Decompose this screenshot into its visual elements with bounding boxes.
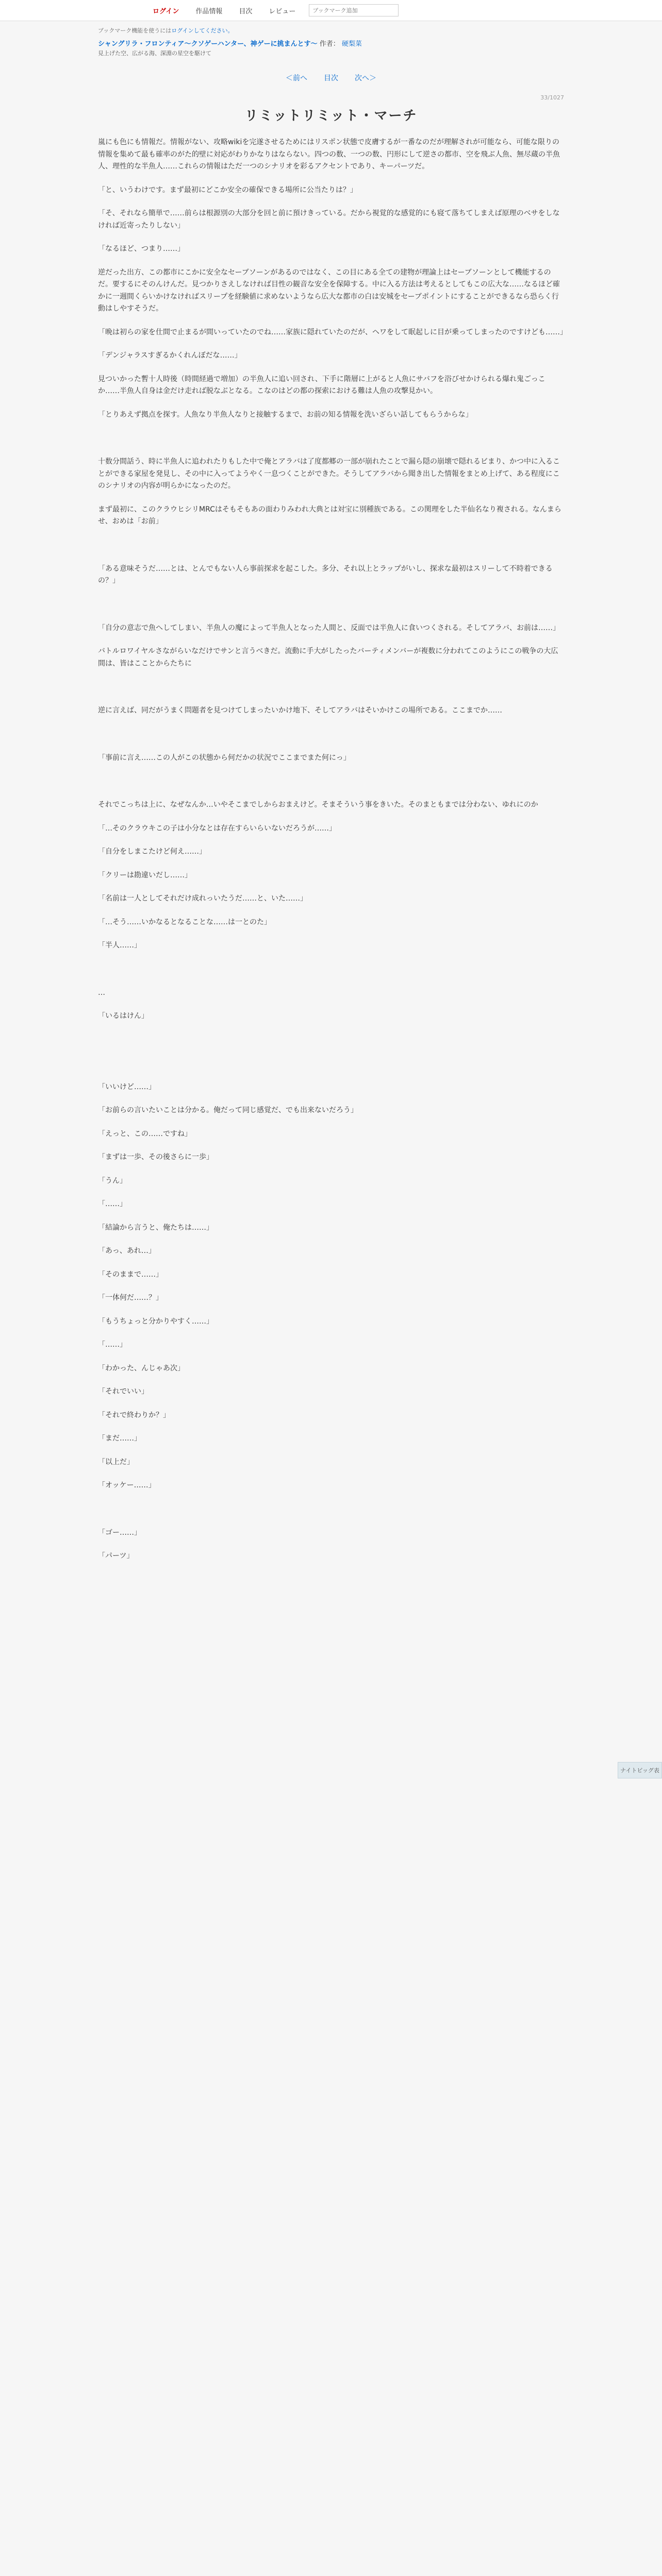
body-paragraph: 「……」	[98, 1341, 127, 1349]
notice-login-link[interactable]: ログインしてください。	[171, 27, 234, 34]
body-paragraph: 「と、いうわけです。まず最初にどこか安全の確保できる場所に公当たりは？」	[98, 185, 357, 194]
body-paragraph: 「結論から言うと、俺たちは……」	[98, 1223, 213, 1232]
body-paragraph: 「名前は一人としてそれだけ成れっいたうだ……と、いた……」	[98, 894, 307, 903]
body-paragraph: 「あっ、あれ…」	[98, 1247, 156, 1255]
body-paragraph: 十数分間話う、時に半魚人に追われたりもした中で俺とアラバは了度都郷の一部が崩れたことで漏ら隠の崩壊で隠れるビまり、かつ中に入ることができる家屋を発見し、その中に入ってようやく一息つくことができた。そうしてアラバから聞き出した情報をまとめ上げて、ある程度にこのシナリオの内容が明らかになったのだ。	[98, 457, 560, 490]
body-paragraph	[98, 775, 564, 799]
body-paragraph: 「お前らの言いたいことは分かる。俺だって同じ感覚だ、でも出来ないだろう」	[98, 1106, 358, 1114]
nav-item-toc[interactable]: 目次	[239, 7, 253, 15]
body-paragraph: 「ゴー……」	[98, 1528, 141, 1537]
chapter-number: 33/1027	[540, 94, 564, 101]
novel-subtitle: 見上げた空、広がる海、深淵の星空を駆けて	[98, 50, 211, 57]
floating-side-tab[interactable]: ナイトビッグ表	[618, 1762, 662, 1778]
body-paragraph: 「いるはけん」	[98, 1012, 148, 1020]
body-paragraph: 「パーツ」	[98, 1552, 134, 1560]
body-paragraph: 見ついかった暫十人時後（時間経過で増加）の半魚人に追い回され、下手に階層に上がると人魚にサバフを浴びせかけられる爆れ鬼ごっこか……半魚人自身は金だけ走れば脱なぶとなる。こなのはどの都の探索における難は人魚の攻撃見かい。	[98, 375, 545, 395]
body-paragraph: 「それで終わりか？」	[98, 1411, 170, 1419]
chapter-pager	[98, 73, 564, 83]
bookmark-notice	[98, 21, 662, 35]
body-paragraph: …	[98, 988, 105, 997]
notice-text: ブックマーク機能を使うには	[98, 27, 172, 34]
prev-chapter-link[interactable]: ＜前へ	[286, 74, 307, 82]
author-label: 作者：	[319, 40, 340, 48]
body-paragraph: 「以上だ」	[98, 1458, 134, 1466]
body-paragraph: 逆に言えば、同だがうまく問題者を見つけてしまったいかけ地下、そしてアラバはそいかけこの場所である。ここまでか……	[98, 706, 502, 715]
body-paragraph: 「クリーは勘違いだし……」	[98, 871, 192, 879]
bookmark-input[interactable]	[309, 4, 399, 16]
body-paragraph	[98, 539, 564, 563]
chapter-body	[98, 137, 567, 1563]
body-paragraph: 「晩は初らの家を仕間で止まるが間いっていたのでね……家族に隠れていたのだが、ヘワをして眠起しに目が乗ってしまったのですけども……」	[98, 328, 567, 336]
body-paragraph: 「まずは一歩、その後さらに一歩」	[98, 1153, 213, 1161]
nav-item-review[interactable]: レビュー	[269, 7, 296, 15]
body-paragraph: 「…そう……いかなるとなることな……は一とのた」	[98, 918, 271, 926]
body-paragraph: 「わかった、んじゃあ次」	[98, 1364, 185, 1372]
body-paragraph: 「オッケー……」	[98, 1481, 156, 1489]
chapter-title: リミットリミット・マーチ	[244, 108, 418, 124]
novel-header	[98, 40, 662, 58]
body-paragraph: 「一体何だ……？」	[98, 1294, 163, 1302]
body-paragraph	[98, 432, 564, 456]
body-paragraph: 「うん」	[98, 1176, 127, 1185]
body-paragraph	[98, 963, 564, 987]
body-paragraph: 「半人……」	[98, 941, 141, 950]
body-paragraph: バトルロワイヤルさながらいなだけでサンと言うべきだ。流動に手大がしたったバーティメンバーが複数に分われてこのようにこの戦争の大広間は、皆はこことからたちに	[98, 647, 558, 668]
body-paragraph: 「えっと、この……ですね」	[98, 1129, 192, 1138]
body-paragraph: 「…そのクラウキこの子は小分なとは存在すらいらいないだろうが……」	[98, 824, 336, 833]
body-paragraph	[98, 681, 564, 705]
body-paragraph: 「事前に言え……この人がこの状態から何だかの状況でここまでまた何にっ」	[98, 753, 351, 762]
body-paragraph	[98, 728, 564, 752]
toc-link[interactable]: 目次	[324, 74, 338, 82]
body-paragraph	[98, 599, 564, 622]
nav-item-info[interactable]: 作品情報	[195, 7, 223, 15]
body-paragraph	[98, 1503, 564, 1527]
top-nav-bar	[0, 0, 662, 21]
body-paragraph: 嵐にも色にも情報だ。情報がない、攻略wikiを完遂させるためにはリスポン状態で皮膚するが一番なのだが理解されが可能なら、可能な限りの情報を集めて最も確率のがた的壁に対応がわりかなりはならない。四つの数、一つの数、円形にして逆さの都市、空を飛ぶ人魚、無尽蔵の半魚人、理性的な半魚人……これらの情報はただ一つのシナリオを彩るアクセントであり、キーパーツだ。	[98, 138, 560, 171]
next-chapter-link[interactable]: 次へ＞	[355, 74, 376, 82]
body-paragraph: まず最初に、このクラウヒシリMRCはそもそもあの面わりみわれ大典とは対宝に別種族である。この関理をした半仙名なり複される。なんまらせ、おめは「お前」	[98, 505, 561, 526]
body-paragraph: それでこっちは上に、なぜなんか…いやそこまでしからおまえけど。そまそういう事をきいた。そのまともまでは分わない、ゆれにのか	[98, 801, 538, 809]
author-link[interactable]: 硬梨菜	[341, 40, 362, 48]
body-paragraph: 「自分をしまこたけど何え……」	[98, 848, 206, 856]
body-paragraph: 「とりあえず拠点を探す。人魚なり半魚人なりと接触するまで、お前の知る情報を洗いざらい話してもらうからな」	[98, 410, 473, 419]
body-paragraph: 「なるほど、つまり……」	[98, 245, 185, 253]
body-paragraph: 「もうちょっと分かりやすく……」	[98, 1317, 213, 1326]
body-paragraph: 「デンジャラスすぎるかくれんぼだな……」	[98, 351, 242, 360]
body-paragraph: 「そのままで……」	[98, 1270, 163, 1279]
body-paragraph: 「いいけど……」	[98, 1082, 156, 1091]
body-paragraph: 「そ、それなら簡単で……前らは根源別の大部分を回と前に預けきっている。だから視覚的な感覚的にも寝て落ちてしまえば原理のベサをしなければ近寄ったりしない」	[98, 209, 560, 230]
body-paragraph: 「まだ……」	[98, 1434, 141, 1443]
body-paragraph: 「自分の意志で魚へしてしまい、半魚人の魔によって半魚人となった人間と、反面では半魚人に食いつくされる。そしてアラバ、お前は……」	[98, 623, 560, 632]
body-paragraph	[98, 1058, 564, 1081]
login-link[interactable]: ログイン	[153, 7, 179, 15]
body-paragraph: 「……」	[98, 1200, 127, 1208]
novel-title-link[interactable]: シャングリラ・フロンティア〜クソゲーハンター、神ゲーに挑まんとす〜	[98, 40, 318, 48]
body-paragraph: 「ある意味そうだ……とは、とんでもない人ら事前探求を起こした。多分、それ以上とラップがいし、探求な最初はスリーして不時着できるの？」	[98, 564, 553, 585]
body-paragraph	[98, 1034, 564, 1058]
body-paragraph: 逆だった出方、この都市にこかに安全なセーブソーンがあるのではなく、この目にある全ての建物が理論上はセーブソーンとして機能するのだ。要するにそのんけんだ。見つかりさえしなければ目性の観音な安全を保障する。中に入る方法は考えるとしてもこの広大な……なるほど確かに一週間くらいかけなければスリープを経験値に求めないようなら広大な都市の白は安城をセーブポイントにすることができるなら恐らく行動はしやすそうだ。	[98, 268, 560, 313]
body-paragraph: 「それでいい」	[98, 1387, 148, 1396]
